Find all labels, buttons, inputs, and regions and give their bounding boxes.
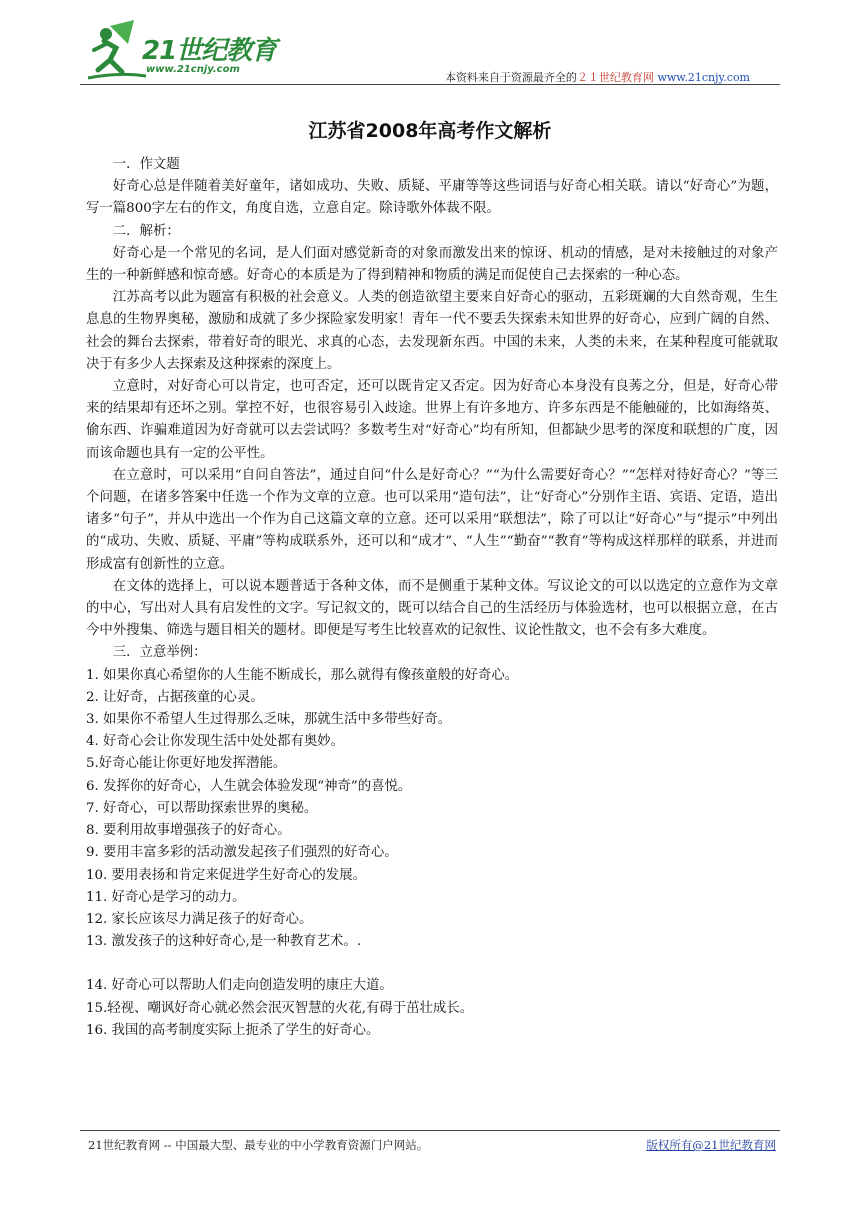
example-item: 3. 如果你不希望人生过得那么乏味，那就生活中多带些好奇。 xyxy=(86,712,452,728)
site-logo[interactable] xyxy=(80,14,320,84)
article-body xyxy=(86,154,778,1042)
analysis-paragraph-3: 立意时，对好奇心可以肯定，也可否定，还可以既肯定又否定。因为好奇心本身没有良莠之分，但是，好奇心带来的结果却有还坏之别。掌控不好，也很容易引入歧途。世界上有许多地方、许多东西是不能触碰的，比如海络英、偷东西、诈骗难道因为好奇就可以去尝试吗？多数考生对“好奇心”均有所知，但都缺少思考的深度和联想的广度，因而该命题也具有一定的公平性。 xyxy=(86,379,778,461)
example-item: 13. 激发孩子的这种好奇心,是一种教育艺术。. xyxy=(86,934,362,950)
example-item: 1. 如果你真心希望你的人生能不断成长，那么就得有像孩童般的好奇心。 xyxy=(86,667,519,683)
page-title: 江苏省2008年高考作文解析 xyxy=(308,120,552,142)
example-item: 10. 要用表扬和肯定来促进学生好奇心的发展。 xyxy=(86,867,366,883)
example-item: 8. 要利用故事增强孩子的好奇心。 xyxy=(86,823,291,839)
example-item: 14. 好奇心可以帮助人们走向创造发明的康庄大道。 xyxy=(86,978,393,994)
example-item: 16. 我国的高考制度实际上扼杀了学生的好奇心。 xyxy=(86,1022,380,1038)
example-item: 6. 发挥你的好奇心，人生就会体验发现“神奇”的喜悦。 xyxy=(86,778,412,794)
example-item: 11. 好奇心是学习的动力。 xyxy=(86,889,246,905)
example-list-b xyxy=(86,975,778,1042)
footer-divider xyxy=(80,1130,780,1131)
footer-text: 21世纪教育网 -- 中国最大型、最专业的中小学教育资源门户网站。 xyxy=(88,1138,429,1152)
example-item: 2. 让好奇，占据孩童的心灵。 xyxy=(86,689,264,705)
header-note-url[interactable]: www.21cnjy.com xyxy=(657,71,750,84)
header-note-site[interactable]: ２１世纪教育网 xyxy=(576,71,654,84)
example-item: 9. 要用丰富多彩的活动激发起孩子们强烈的好奇心。 xyxy=(86,845,398,861)
section-3-heading: 三．立意举例： xyxy=(112,645,207,661)
example-list-a xyxy=(86,665,778,954)
section-1-heading: 一．作文题 xyxy=(112,157,180,172)
copyright-link[interactable]: 版权所有@21世纪教育网 xyxy=(646,1138,776,1152)
example-item: 7. 好奇心，可以帮助探索世界的奥秘。 xyxy=(86,800,318,816)
analysis-paragraph-1: 好奇心是一个常见的名词，是人们面对感觉新奇的对象而激发出来的惊讶、机动的情感，是对未接触过的对象产生的一种新鲜感和惊奇感。好奇心的本质是为了得到精神和物质的满足而促使自己去探索的一种心态。 xyxy=(86,245,778,284)
header-note-prefix: 本资料来自于资源最齐全的 xyxy=(444,71,577,84)
analysis-paragraph-4: 在立意时，可以采用“自问自答法”，通过自问“什么是好奇心？”“为什么需要好奇心？”“怎样对待好奇心？”等三个问题，在诸多答案中任选一个作为文章的立意。也可以采用“造句法”，让“好奇心”分别作主语、宾语、定语，造出诸多“句子”，并从中选出一个作为自己这篇文章的立意。还可以采用“联想法”，除了可以让“好奇心”与“提示”中列出的“成功、失败、质疑、平庸”等构成联系外，还可以和“成才”、“人生”“勤奋”“教育”等构成这样那样的联系，并进而形成富有创新性的立意。 xyxy=(86,467,778,572)
header-divider xyxy=(80,84,780,85)
page-header xyxy=(80,14,780,86)
list-gap xyxy=(86,953,778,975)
essay-prompt-paragraph: 好奇心总是伴随着美好童年，诸如成功、失败、质疑、平庸等等这些词语与好奇心相关联。请以“好奇心”为题，写一篇800字左右的作文，角度自选，立意自定。除诗歌外体裁不限。 xyxy=(86,179,778,217)
logo-text: 21世纪教育 xyxy=(142,36,277,66)
analysis-paragraph-2: 江苏高考以此为题富有积极的社会意义。人类的创造欲望主要来自好奇心的驱动，五彩斑斓的大自然奇观，生生息息的生物界奥秘，激励和成就了多少探险家发明家！青年一代不要丢失探索未知世界的好奇心，应到广阔的自然、社会的舞台去探索，带着好奇的眼光、求真的心态，去发现新东西。中国的未来，人类的未来，在某种程度可能就取决于有多少人去探索及这种探索的深度上。 xyxy=(86,290,778,372)
runner-logo-icon xyxy=(80,14,150,84)
example-item: 4. 好奇心会让你发现生活中处处都有奥妙。 xyxy=(86,734,345,750)
example-item: 5.好奇心能让你更好地发挥潜能。 xyxy=(86,756,287,772)
analysis-paragraph-5: 在文体的选择上，可以说本题普适于各种文体，而不是侧重于某种文体。写议论文的可以以选定的立意作为文章的中心，写出对人具有启发性的文字。写记叙文的，既可以结合自己的生活经历与体验选材，也可以根据立意，在古今中外搜集、筛选与题目相关的题材。即便是写考生比较喜欢的记叙性、议论性散文，也不会有多大难度。 xyxy=(86,578,778,639)
example-item: 12. 家长应该尽力满足孩子的好奇心。 xyxy=(86,911,313,927)
section-2-heading: 二．解析： xyxy=(112,223,180,239)
logo-url: www.21cnjy.com xyxy=(146,64,240,75)
example-item: 15.轻视、嘲讽好奇心就必然会泯灭智慧的火花,有碍于茁壮成长。 xyxy=(86,1000,474,1016)
header-note xyxy=(445,69,750,85)
